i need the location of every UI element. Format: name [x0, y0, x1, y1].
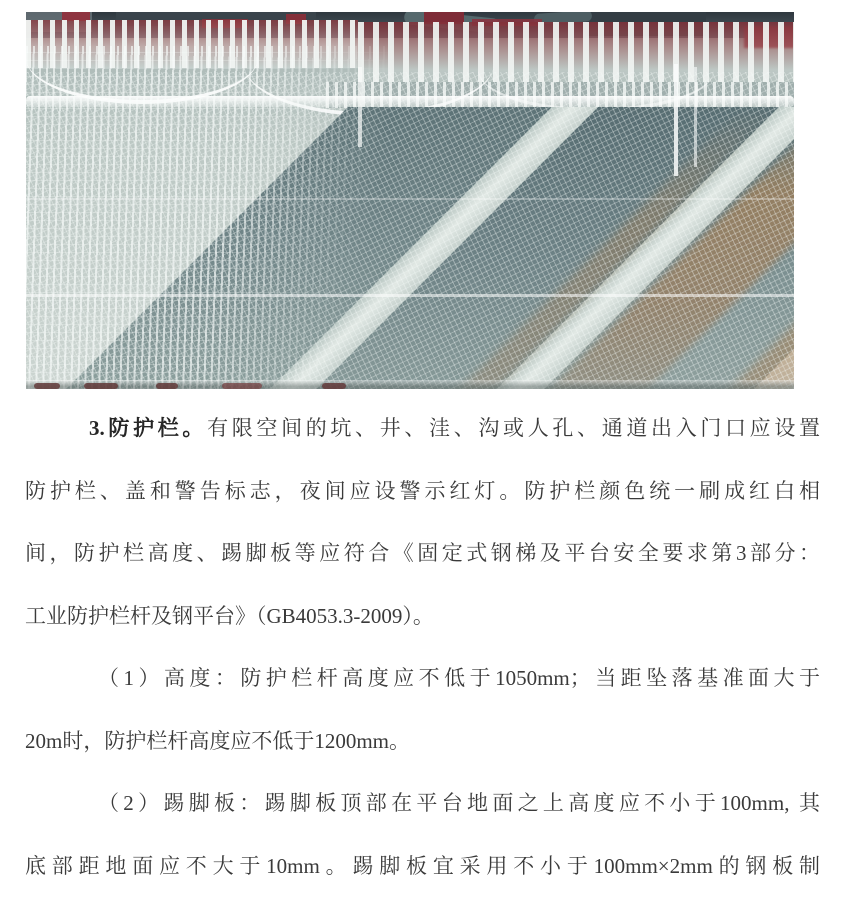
text-line	[25, 397, 820, 460]
text-line: 间，防护栏高度、踢脚板等应符合《固定式钢梯及平台安全要求第3部分：	[25, 522, 820, 585]
text-line: 工业防护栏杆及钢平台》（GB4053.3-2009）。	[25, 585, 820, 648]
stain-blob	[84, 383, 118, 389]
document-body	[25, 397, 820, 897]
stain-blob	[222, 383, 262, 389]
stain-blob	[34, 383, 60, 389]
text-line: （2）踢脚板：踢脚板顶部在平台地面之上高度应不小于100mm, 其	[25, 772, 820, 835]
stain-blob	[322, 383, 346, 389]
text-line: 防护栏、盖和警告标志，夜间应设警示红灯。防护栏颜色统一刷成红白相	[25, 460, 820, 523]
construction-site-photo	[26, 12, 794, 389]
text-line: 20m时，防护栏杆高度应不低于1200mm。	[25, 710, 820, 773]
stain-blob	[156, 383, 178, 389]
text-segment: 有限空间的坑、井、洼、沟或人孔、通道出入门口应设置	[207, 416, 820, 440]
text-line: 底部距地面应不大于10mm。踢脚板宜采用不小于100mm×2mm的钢板制	[25, 835, 820, 897]
section-heading: 3.防护栏。	[89, 416, 207, 440]
mesh-overlay	[26, 72, 794, 389]
text-line: （1）高度：防护栏杆高度应不低于1050mm；当距坠落基准面大于	[25, 647, 820, 710]
photo-bottom-edge	[26, 380, 794, 389]
